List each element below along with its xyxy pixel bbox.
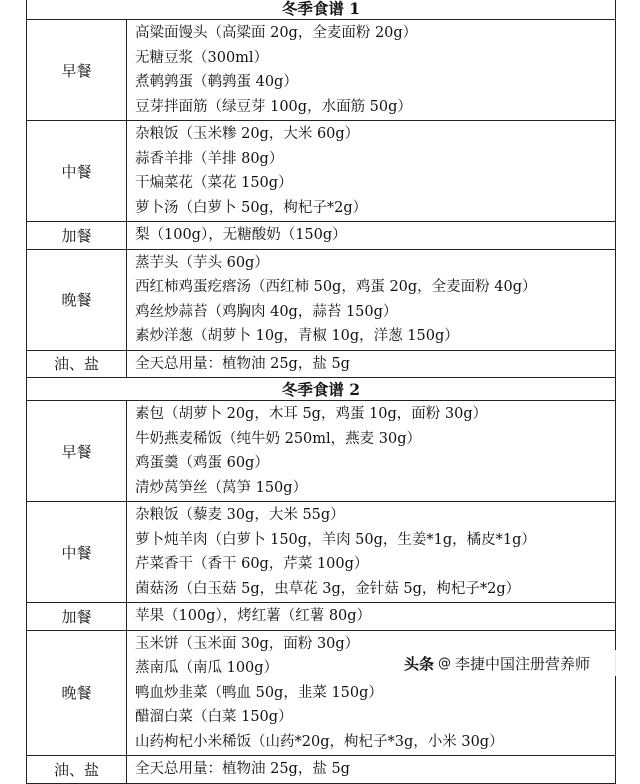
meal-name: 油、盐 — [27, 350, 127, 378]
meal-item: 杂粮饭（藜麦 30g，大米 55g） — [135, 507, 345, 523]
meal-items — [127, 20, 616, 121]
watermark-account: 李捷中国注册营养师 — [455, 654, 591, 673]
meal-row — [27, 222, 616, 250]
meal-items — [127, 401, 616, 502]
meal-item: 萝卜炖羊肉（白萝卜 150g，羊肉 50g，生姜*1g，橘皮*1g） — [135, 531, 536, 548]
meal-row — [27, 20, 616, 121]
menu-title-row — [27, 0, 616, 20]
meal-item: 素炒洋葱（胡萝卜 10g，青椒 10g，洋葱 150g） — [135, 328, 459, 344]
meal-item: 干煸菜花（菜花 150g） — [135, 175, 293, 191]
meal-item: 萝卜汤（白萝卜 50g，枸杞子*2g） — [135, 199, 368, 216]
meal-item: 无糖豆浆（300ml） — [135, 49, 269, 66]
meal-item: 鸭血炒韭菜（鸭血 50g，韭菜 150g） — [135, 684, 383, 701]
menu-title: 冬季食谱 1 — [27, 0, 616, 20]
meal-item: 全天总用量：植物油 25g，盐 5g — [135, 355, 350, 372]
watermark-at: @ — [438, 655, 452, 671]
meal-row — [27, 401, 616, 502]
meal-name: 加餐 — [27, 222, 127, 250]
meal-name: 晚餐 — [27, 630, 127, 756]
meal-item: 鸡蛋羹（鸡蛋 60g） — [135, 455, 269, 471]
meal-item: 蒸南瓜（南瓜 100g） — [135, 660, 279, 676]
meal-row — [27, 249, 616, 350]
meal-items — [127, 630, 616, 756]
meal-row — [27, 630, 616, 756]
meal-items — [127, 603, 616, 631]
meal-items — [127, 121, 616, 222]
meal-row — [27, 350, 616, 378]
meal-item: 醋溜白菜（白菜 150g） — [135, 709, 293, 725]
meal-item: 菌菇汤（白玉菇 5g，虫草花 3g，金针菇 5g，枸杞子*2g） — [135, 580, 521, 597]
meal-row — [27, 121, 616, 222]
meal-name: 油、盐 — [27, 756, 127, 784]
meal-row — [27, 756, 616, 784]
meal-item: 牛奶燕麦稀饭（纯牛奶 250ml，燕麦 30g） — [135, 430, 422, 447]
meal-items — [127, 502, 616, 603]
meal-items — [127, 756, 616, 784]
meal-row — [27, 502, 616, 603]
meal-item: 山药枸杞小米稀饭（山药*20g，枸杞子*3g，小米 30g） — [135, 733, 504, 750]
menu-title: 冬季食谱 2 — [27, 378, 616, 401]
watermark — [404, 650, 632, 676]
meal-name: 早餐 — [27, 401, 127, 502]
meal-name: 晚餐 — [27, 249, 127, 350]
meal-item: 西红柿鸡蛋疙瘩汤（西红柿 50g，鸡蛋 20g，全麦面粉 40g） — [135, 279, 537, 295]
meal-item: 蒸芋头（芋头 60g） — [135, 254, 269, 271]
meal-item: 高粱面馒头（高粱面 20g，全麦面粉 20g） — [135, 25, 418, 41]
meal-item: 豆芽拌面筋（绿豆芽 100g，水面筋 50g） — [135, 98, 412, 115]
meal-item: 苹果（100g），烤红薯（红薯 80g） — [135, 608, 372, 624]
meal-item: 鸡丝炒蒜苔（鸡胸肉 40g，蒜苔 150g） — [135, 303, 398, 320]
meal-item: 杂粮饭（玉米糁 20g，大米 60g） — [135, 126, 360, 142]
meal-items — [127, 222, 616, 250]
meal-name: 加餐 — [27, 603, 127, 631]
meal-item: 玉米饼（玉米面 30g，面粉 30g） — [135, 635, 360, 652]
meal-name: 中餐 — [27, 502, 127, 603]
meal-item: 蒜香羊排（羊排 80g） — [135, 150, 284, 167]
meal-name: 早餐 — [27, 20, 127, 121]
menu-title-row — [27, 378, 616, 401]
meal-row — [27, 603, 616, 631]
meal-items — [127, 249, 616, 350]
meal-item: 清炒莴笋丝（莴笋 150g） — [135, 479, 308, 496]
meal-name: 中餐 — [27, 121, 127, 222]
meal-item: 全天总用量：植物油 25g，盐 5g — [135, 761, 350, 777]
watermark-brand: 头条 — [404, 654, 435, 673]
meal-items — [127, 350, 616, 378]
meal-item: 煮鹌鹑蛋（鹌鹑蛋 40g） — [135, 74, 298, 90]
meal-item: 芹菜香干（香干 60g，芹菜 100g） — [135, 556, 369, 572]
meal-item: 素包（胡萝卜 20g，木耳 5g，鸡蛋 10g，面粉 30g） — [135, 406, 488, 422]
meal-item: 梨（100g），无糖酸奶（150g） — [135, 227, 347, 243]
